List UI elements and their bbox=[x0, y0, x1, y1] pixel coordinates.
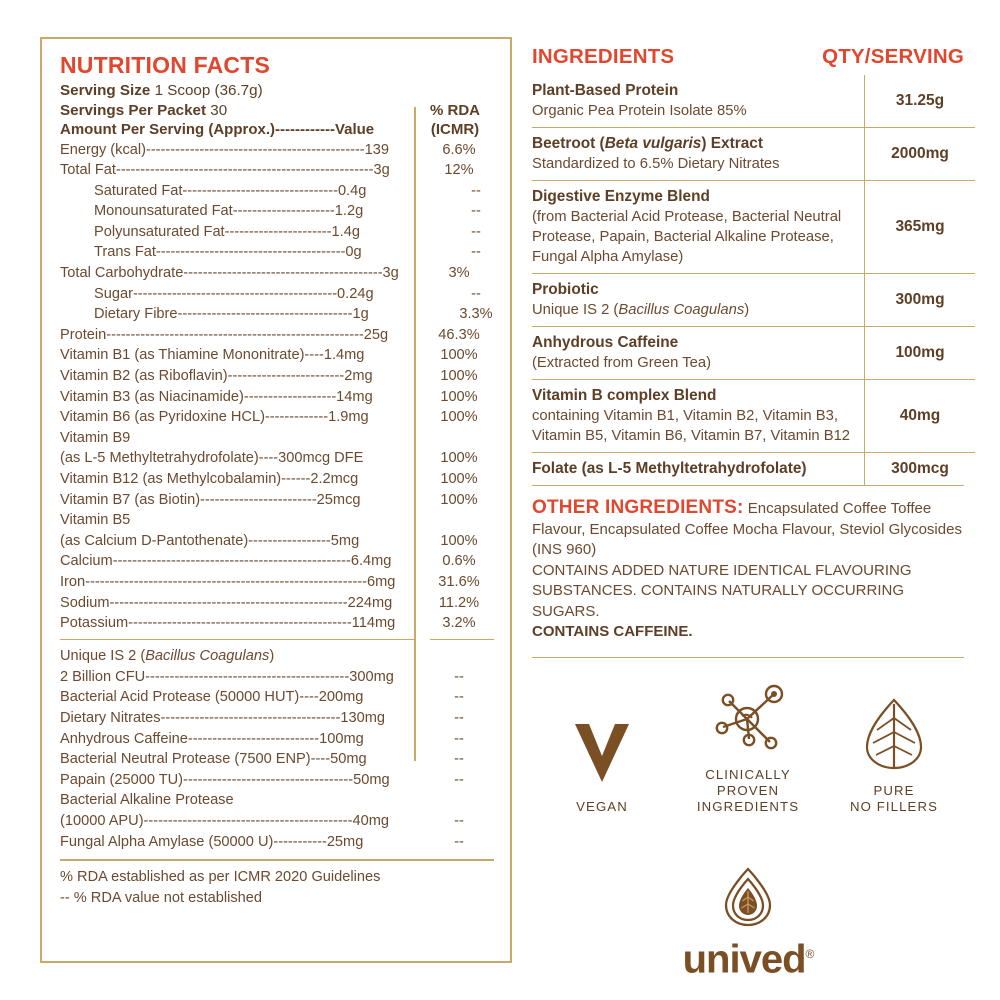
nutrition-footnote-divider bbox=[60, 859, 494, 861]
ingredient-subtitle: Unique IS 2 (Bacillus Coagulans) bbox=[532, 302, 750, 318]
nutrition-row-label: Vitamin B7 (as Biotin)------------------------25mcg bbox=[60, 491, 361, 508]
trademark-symbol: ® bbox=[805, 947, 814, 961]
nutrition-row bbox=[60, 140, 494, 161]
ingredient-subtitle: (from Bacterial Acid Protease, Bacterial Neutral Protease, Papain, Bacterial Alkaline Protease, Fungal Alpha Amylase) bbox=[532, 209, 842, 265]
nutrition-row-label: (as Calcium D-Pantothenate)-----------------5mg bbox=[60, 532, 360, 549]
nutrition-row-rda: 6.6% bbox=[442, 141, 476, 158]
nutrition-row-rda: -- bbox=[471, 182, 481, 199]
nutrition-row-rda: 11.2% bbox=[438, 594, 480, 611]
table-row bbox=[532, 75, 975, 128]
nutrition-row-rda: -- bbox=[454, 689, 464, 706]
nutrition-row-label: Vitamin B12 (as Methylcobalamin)------2.2mcg bbox=[60, 471, 359, 487]
ingredient-subtitle: Standardized to 6.5% Dietary Nitrates bbox=[532, 156, 780, 172]
ingredient-name-cell bbox=[532, 327, 865, 380]
ingredient-title: Probiotic bbox=[532, 281, 599, 298]
nutrition-row bbox=[60, 263, 494, 284]
footnote-rda-guidelines: % RDA established as per ICMR 2020 Guidelines bbox=[60, 868, 381, 885]
nutrition-row-label: Vitamin B3 (as Niacinamide)-------------------14mg bbox=[60, 388, 373, 405]
nutrition-row bbox=[60, 201, 494, 222]
nutrition-row-label: Vitamin B1 (as Thiamine Mononitrate)----1.4mg bbox=[60, 347, 365, 364]
nutrition-row-rda: 100% bbox=[440, 388, 478, 405]
badge-pure-no-fillers-caption: PURE NO FILLERS bbox=[850, 783, 938, 815]
table-row bbox=[532, 453, 975, 486]
nutrition-row-label: Total Fat-----------------------------------------------------3g bbox=[60, 162, 390, 179]
nutrition-row-rda: 100% bbox=[440, 532, 478, 549]
ingredients-panel bbox=[532, 45, 964, 815]
brand-logo bbox=[532, 866, 964, 980]
nutrition-row-label: Iron----------------------------------------------------------6mg bbox=[60, 573, 396, 590]
nutrition-row-rda: -- bbox=[454, 668, 464, 685]
nutrition-facts-panel bbox=[40, 37, 512, 963]
nutrition-row bbox=[60, 790, 494, 811]
nutrition-row-rda: -- bbox=[454, 710, 464, 727]
nutrition-row-label: Monounsaturated Fat---------------------1.2g bbox=[94, 203, 364, 220]
nutrition-row bbox=[60, 242, 494, 263]
ingredient-title: Vitamin B complex Blend bbox=[532, 387, 717, 404]
other-ingredients-block bbox=[532, 498, 964, 643]
ingredients-table-header bbox=[532, 45, 964, 69]
amount-per-serving-row bbox=[60, 120, 494, 140]
serving-size-line bbox=[60, 81, 494, 101]
nutrition-row-rda: 46.3% bbox=[438, 326, 480, 343]
ingredient-title: Digestive Enzyme Blend bbox=[532, 188, 710, 205]
table-row bbox=[532, 181, 975, 274]
nutrition-row-rda: 12% bbox=[444, 162, 474, 179]
table-row bbox=[532, 380, 975, 453]
nutrition-row-rda: -- bbox=[454, 730, 464, 747]
nutrition-row-rda: 3% bbox=[448, 265, 470, 282]
nutrition-row-label: Sodium-------------------------------------------------224mg bbox=[60, 594, 393, 611]
vegan-v-icon bbox=[565, 712, 639, 790]
molecule-network-icon bbox=[702, 680, 794, 758]
ingredient-subtitle: (Extracted from Green Tea) bbox=[532, 355, 712, 371]
ingredient-title: Beetroot (Beta vulgaris) Extract bbox=[532, 135, 763, 152]
ingredient-name-cell bbox=[532, 128, 865, 181]
nutrition-row bbox=[60, 366, 494, 387]
nutrition-row bbox=[60, 387, 494, 408]
ingredient-qty-cell: 31.25g bbox=[895, 92, 945, 109]
nutrition-row bbox=[60, 687, 494, 708]
nutrition-row-rda: 0.6% bbox=[442, 553, 476, 570]
nutrition-row bbox=[60, 646, 494, 667]
nutrition-row-rda: 100% bbox=[440, 368, 478, 385]
nutrition-row-label: Energy (kcal)---------------------------------------------139 bbox=[60, 141, 390, 158]
ingredient-subtitle: Organic Pea Protein Isolate 85% bbox=[532, 103, 747, 119]
nutrition-row-label: Trans Fat---------------------------------------0g bbox=[94, 244, 362, 261]
ingredient-title: Anhydrous Caffeine bbox=[532, 334, 679, 351]
servings-per-packet-value: 30 bbox=[210, 101, 228, 119]
badges-row bbox=[532, 680, 964, 815]
servings-per-packet-label: Servings Per Packet bbox=[60, 101, 207, 119]
nutrition-row-label: Potassium----------------------------------------------114mg bbox=[60, 615, 396, 632]
nutrition-row-label: Bacterial Neutral Protease (7500 ENP)----50mg bbox=[60, 751, 367, 768]
nutrition-row-label: Bacterial Acid Protease (50000 HUT)----200mg bbox=[60, 689, 364, 706]
nutrition-row-label: Dietary Nitrates-------------------------------------130mg bbox=[60, 710, 385, 727]
nutrition-row-rda: -- bbox=[471, 285, 481, 302]
badge-vegan bbox=[532, 712, 672, 815]
nutrition-row bbox=[60, 304, 494, 325]
nutrition-row bbox=[60, 345, 494, 366]
nutrition-row bbox=[60, 749, 494, 770]
badge-clinically-proven-caption: CLINICALLY PROVEN INGREDIENTS bbox=[696, 767, 800, 815]
serving-size-label: Serving Size bbox=[60, 82, 151, 99]
nutrition-row-rda: 3.2% bbox=[442, 615, 476, 632]
qty-column-header: QTY/SERVING bbox=[822, 45, 964, 68]
brand-wordmark bbox=[683, 933, 814, 980]
ingredient-qty-cell: 365mg bbox=[865, 181, 976, 274]
nutrition-row-label: Vitamin B6 (as Pyridoxine HCL)-------------1.9mg bbox=[60, 409, 369, 426]
rda-header-line2: (ICMR) bbox=[430, 121, 480, 138]
nutrition-row-rda: -- bbox=[471, 223, 481, 240]
other-ingredients-label: OTHER INGREDIENTS: bbox=[532, 497, 744, 519]
ingredient-name-cell bbox=[532, 75, 865, 128]
nutrition-row bbox=[60, 407, 494, 428]
ingredient-title: Folate (as L-5 Methyltetrahydrofolate) bbox=[532, 460, 807, 477]
nutrition-row-label: Vitamin B2 (as Riboflavin)------------------------2mg bbox=[60, 368, 373, 385]
badge-vegan-caption: VEGAN bbox=[576, 799, 628, 815]
table-row bbox=[532, 274, 975, 327]
servings-per-packet-row bbox=[60, 101, 494, 121]
nutrition-row bbox=[60, 160, 494, 181]
footnote-rda-not-established: -- % RDA value not established bbox=[60, 889, 262, 906]
nutrition-row-rda: 31.6% bbox=[438, 573, 480, 590]
nutrition-row-label: (10000 APU)-------------------------------------------40mg bbox=[60, 813, 390, 829]
nutrition-row bbox=[60, 531, 494, 552]
nutrition-row bbox=[60, 510, 494, 531]
nutrition-row bbox=[60, 613, 494, 634]
nutrition-row-rda: 100% bbox=[440, 347, 478, 364]
nutrition-row-rda: 100% bbox=[440, 409, 478, 426]
nutrition-row-label: Calcium-------------------------------------------------6.4mg bbox=[60, 553, 392, 570]
ingredients-table-bottom-rule bbox=[532, 485, 964, 486]
nutrition-row-rda: -- bbox=[454, 771, 464, 788]
nutrition-row bbox=[60, 572, 494, 593]
other-ingredients-caps: CONTAINS ADDED NATURE IDENTICAL FLAVOURING SUBSTANCES. CONTAINS NATURALLY OCCURRING SUGARS. bbox=[532, 561, 912, 620]
nutrition-row-rda: 100% bbox=[440, 471, 478, 487]
nutrition-row-label: Bacterial Alkaline Protease bbox=[60, 792, 234, 809]
badges-divider bbox=[532, 657, 964, 659]
ingredients-column-header: INGREDIENTS bbox=[532, 45, 675, 68]
nutrition-row bbox=[60, 181, 494, 202]
badge-pure-no-fillers bbox=[824, 696, 964, 815]
table-row bbox=[532, 327, 975, 380]
ingredient-qty-cell: 40mg bbox=[865, 380, 976, 453]
nutrition-row-label: Protein-----------------------------------------------------25g bbox=[60, 326, 389, 343]
ingredient-title: Plant-Based Protein bbox=[532, 82, 679, 99]
nutrition-row bbox=[60, 811, 494, 832]
amount-per-serving-header: Amount Per Serving (Approx.)------------Value bbox=[60, 121, 375, 138]
nutrition-row bbox=[60, 448, 494, 469]
nutrition-row bbox=[60, 593, 494, 614]
brand-wordmark-text: unived bbox=[682, 937, 806, 982]
nutrition-row-label: Dietary Fibre------------------------------------1g bbox=[94, 306, 369, 323]
nutrition-row bbox=[60, 325, 494, 346]
nutrition-row-rda: -- bbox=[454, 813, 464, 829]
nutrition-row bbox=[60, 469, 494, 490]
badge-clinically-proven bbox=[678, 680, 818, 815]
nutrition-row-rda: 100% bbox=[440, 450, 478, 467]
nutrition-row-rda: -- bbox=[454, 751, 464, 768]
rda-header-line1: % RDA bbox=[429, 101, 480, 119]
ingredient-qty-cell: 2000mg bbox=[865, 128, 976, 181]
nutrition-row-label: Saturated Fat--------------------------------0.4g bbox=[94, 182, 367, 199]
nutrition-row-rda: -- bbox=[454, 833, 464, 850]
ingredient-name-cell bbox=[532, 181, 865, 274]
ingredient-subtitle: containing Vitamin B1, Vitamin B2, Vitamin B3, Vitamin B5, Vitamin B6, Vitamin B7, Vitamin B12 bbox=[532, 408, 851, 444]
nutrition-row bbox=[60, 832, 494, 853]
ingredient-qty-cell: 300mcg bbox=[865, 453, 976, 486]
ingredient-name-cell bbox=[532, 453, 865, 486]
nutrition-row-rda: -- bbox=[471, 203, 481, 220]
table-row bbox=[532, 128, 975, 181]
nutrition-row-label: Papain (25000 TU)-----------------------------------50mg bbox=[60, 771, 390, 788]
nutrition-row-rda: 100% bbox=[440, 491, 478, 508]
ingredients-table bbox=[532, 75, 975, 485]
nutrition-row bbox=[60, 770, 494, 791]
nutrition-row-label: Vitamin B9 bbox=[60, 429, 131, 446]
nutrition-row-label: Vitamin B5 bbox=[60, 512, 131, 529]
nutrition-row bbox=[60, 708, 494, 729]
serving-size-value: 1 Scoop (36.7g) bbox=[154, 82, 263, 99]
nutrition-row-label: 2 Billion CFU------------------------------------------300mg bbox=[60, 668, 394, 685]
nutrition-row-label: Anhydrous Caffeine---------------------------100mg bbox=[60, 730, 364, 747]
nutrition-row bbox=[60, 667, 494, 688]
leaf-icon bbox=[861, 696, 927, 774]
ingredient-qty-cell: 300mg bbox=[865, 274, 976, 327]
nutrition-row-rda: -- bbox=[471, 244, 481, 261]
nutrition-section-divider bbox=[60, 639, 494, 641]
nutrition-rows bbox=[60, 140, 494, 634]
unived-droplet-leaf-logo bbox=[718, 866, 778, 933]
ingredient-name-cell bbox=[532, 274, 865, 327]
nutrition-rows-secondary bbox=[60, 646, 494, 852]
page-title: NUTRITION FACTS bbox=[60, 52, 270, 78]
other-ingredients-body: Encapsulated Coffee Toffee Flavour, Encapsulated Coffee Mocha Flavour, Steviol Glycosides (INS 960) bbox=[532, 500, 962, 559]
nutrition-row-label: Unique IS 2 (Bacillus Coagulans) bbox=[60, 648, 275, 665]
contains-caffeine-warning: CONTAINS CAFFEINE. bbox=[532, 623, 693, 641]
nutrition-row bbox=[60, 729, 494, 750]
nutrition-row bbox=[60, 222, 494, 243]
ingredient-qty-cell: 100mg bbox=[865, 327, 976, 380]
nutrition-row-label: Fungal Alpha Amylase (50000 U)-----------25mg bbox=[60, 833, 364, 850]
nutrition-row bbox=[60, 551, 494, 572]
nutrition-row-rda: 3.3% bbox=[459, 306, 493, 323]
nutrition-row bbox=[60, 428, 494, 449]
nutrition-row-label: (as L-5 Methyltetrahydrofolate)----300mcg DFE bbox=[60, 450, 364, 467]
nutrition-row-label: Total Carbohydrate-----------------------------------------3g bbox=[60, 265, 399, 282]
nutrition-row-label: Sugar------------------------------------------0.24g bbox=[94, 285, 374, 302]
nutrition-row-label: Polyunsaturated Fat----------------------1.4g bbox=[94, 223, 360, 240]
nutrition-row bbox=[60, 490, 494, 511]
ingredient-name-cell bbox=[532, 380, 865, 453]
nutrition-row bbox=[60, 284, 494, 305]
